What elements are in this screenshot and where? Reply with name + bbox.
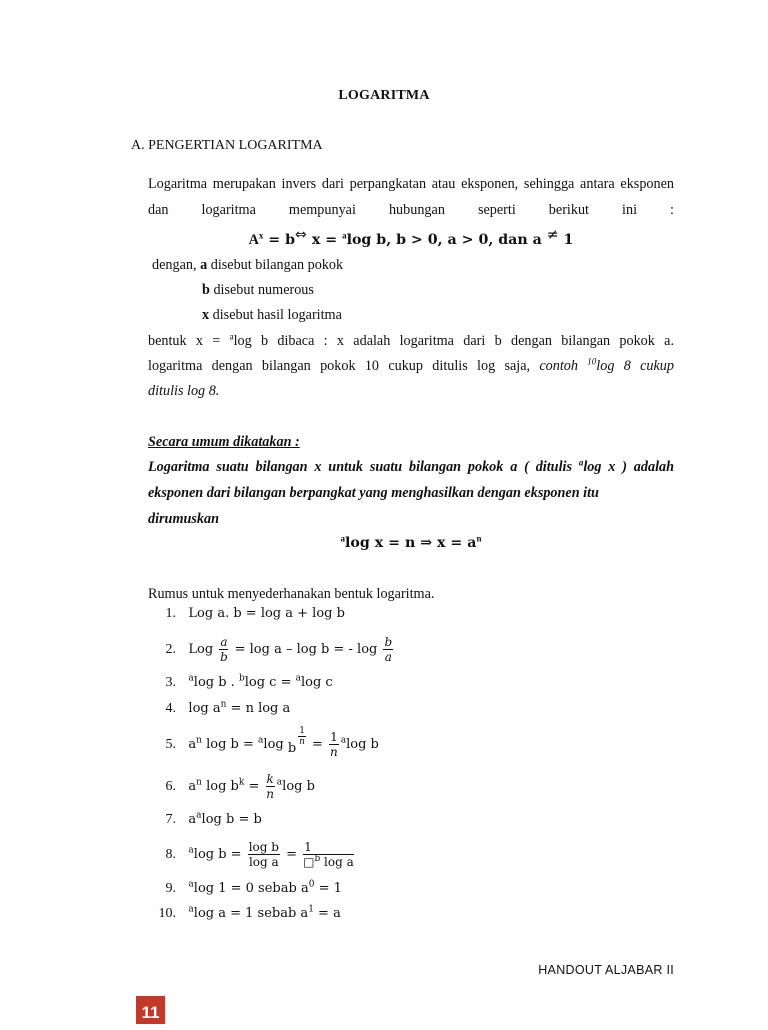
rules-intro: Rumus untuk menyederhanakan bentuk logaritma.	[148, 586, 435, 602]
rule-item: 6. $a^n$ $\log b^k$ = $\frac{k}{n}$ $^a$log b	[165, 772, 315, 801]
intro-paragraph: Logaritma merupakan invers dari perpangkatan atau eksponen, sehingga antara eksponen dan logaritma mempunyai hubungan seperti berikut ini :	[148, 176, 674, 218]
general-statement: Logaritma suatu bilangan x untuk suatu bilangan pokok a ( ditulis $^a$log x ) adalah eksponen dari bilangan berpangkat yang menghasilkan dengan eksponen itu	[148, 457, 674, 501]
general-heading: Secara umum dikatakan :	[148, 434, 300, 450]
footer-handout-label: HANDOUT ALJABAR II	[538, 963, 674, 977]
rule-item: 10. $^a$log a = 1 sebab $a^1 = a$	[158, 904, 341, 921]
rule-item: 7. $a^a\log$ b = b	[165, 810, 262, 827]
general-formula-label: dirumuskan	[148, 511, 219, 527]
iff-symbol: ⇔	[295, 227, 307, 243]
section-heading: A. PENGERTIAN LOGARITMA	[131, 138, 323, 153]
reading-line-1: bentuk x = $^a$log b dibaca : x adalah logaritma dari b dengan bilangan pokok a.	[148, 331, 674, 349]
rule-item: 1. Log a. b = log a + log b	[165, 606, 345, 621]
rule-item: 3. $^a$log b . $^b$log c = $^a$log c	[165, 673, 333, 690]
rule-item: 5. $a^n$ log b = $^a$log b $\frac{1}{n}$ = $\frac{1}{n}$ $^a$log b	[165, 726, 379, 759]
def-base: A	[248, 232, 259, 248]
rule-item: 8. $^a$log b = $\frac{\text{log b}}{\text{log a}}$ = $\frac{1}{□^b \log a}$	[165, 840, 354, 869]
placeholder-box-icon: □	[303, 855, 315, 869]
def-exp: x	[258, 230, 264, 241]
reading-line-3: ditulis log 8.	[148, 383, 220, 399]
page-title: LOGARITMA	[338, 88, 430, 103]
rule-item: 9. $^a$log 1 = 0 sebab $a^0 = 1$	[165, 879, 342, 896]
rule-item: 2. Log $\frac{a}{b}$ = log a – log b = - log $\frac{b}{a}$	[165, 635, 393, 664]
rule-item: 4. $\log a^n = n$ log a	[165, 699, 291, 716]
general-formula: $^a$log x = n ⇒ $x = a^n$	[340, 533, 482, 551]
page-number-badge: 11	[136, 996, 165, 1024]
definition-formula: $A^x$ = b⇔ x = $^a$log b, b > 0, a > 0, dan a ≠ 1	[248, 227, 574, 248]
definition-note-x: x disebut hasil logaritma	[202, 307, 342, 323]
definition-note-b: b disebut numerous	[202, 282, 314, 298]
neq-symbol: ≠	[546, 227, 559, 243]
reading-line-2: logaritma dengan bilangan pokok 10 cukup ditulis log saja, contoh $^{10}$log 8 cukup	[148, 356, 674, 374]
definition-note-a: dengan, a disebut bilangan pokok	[152, 257, 344, 273]
